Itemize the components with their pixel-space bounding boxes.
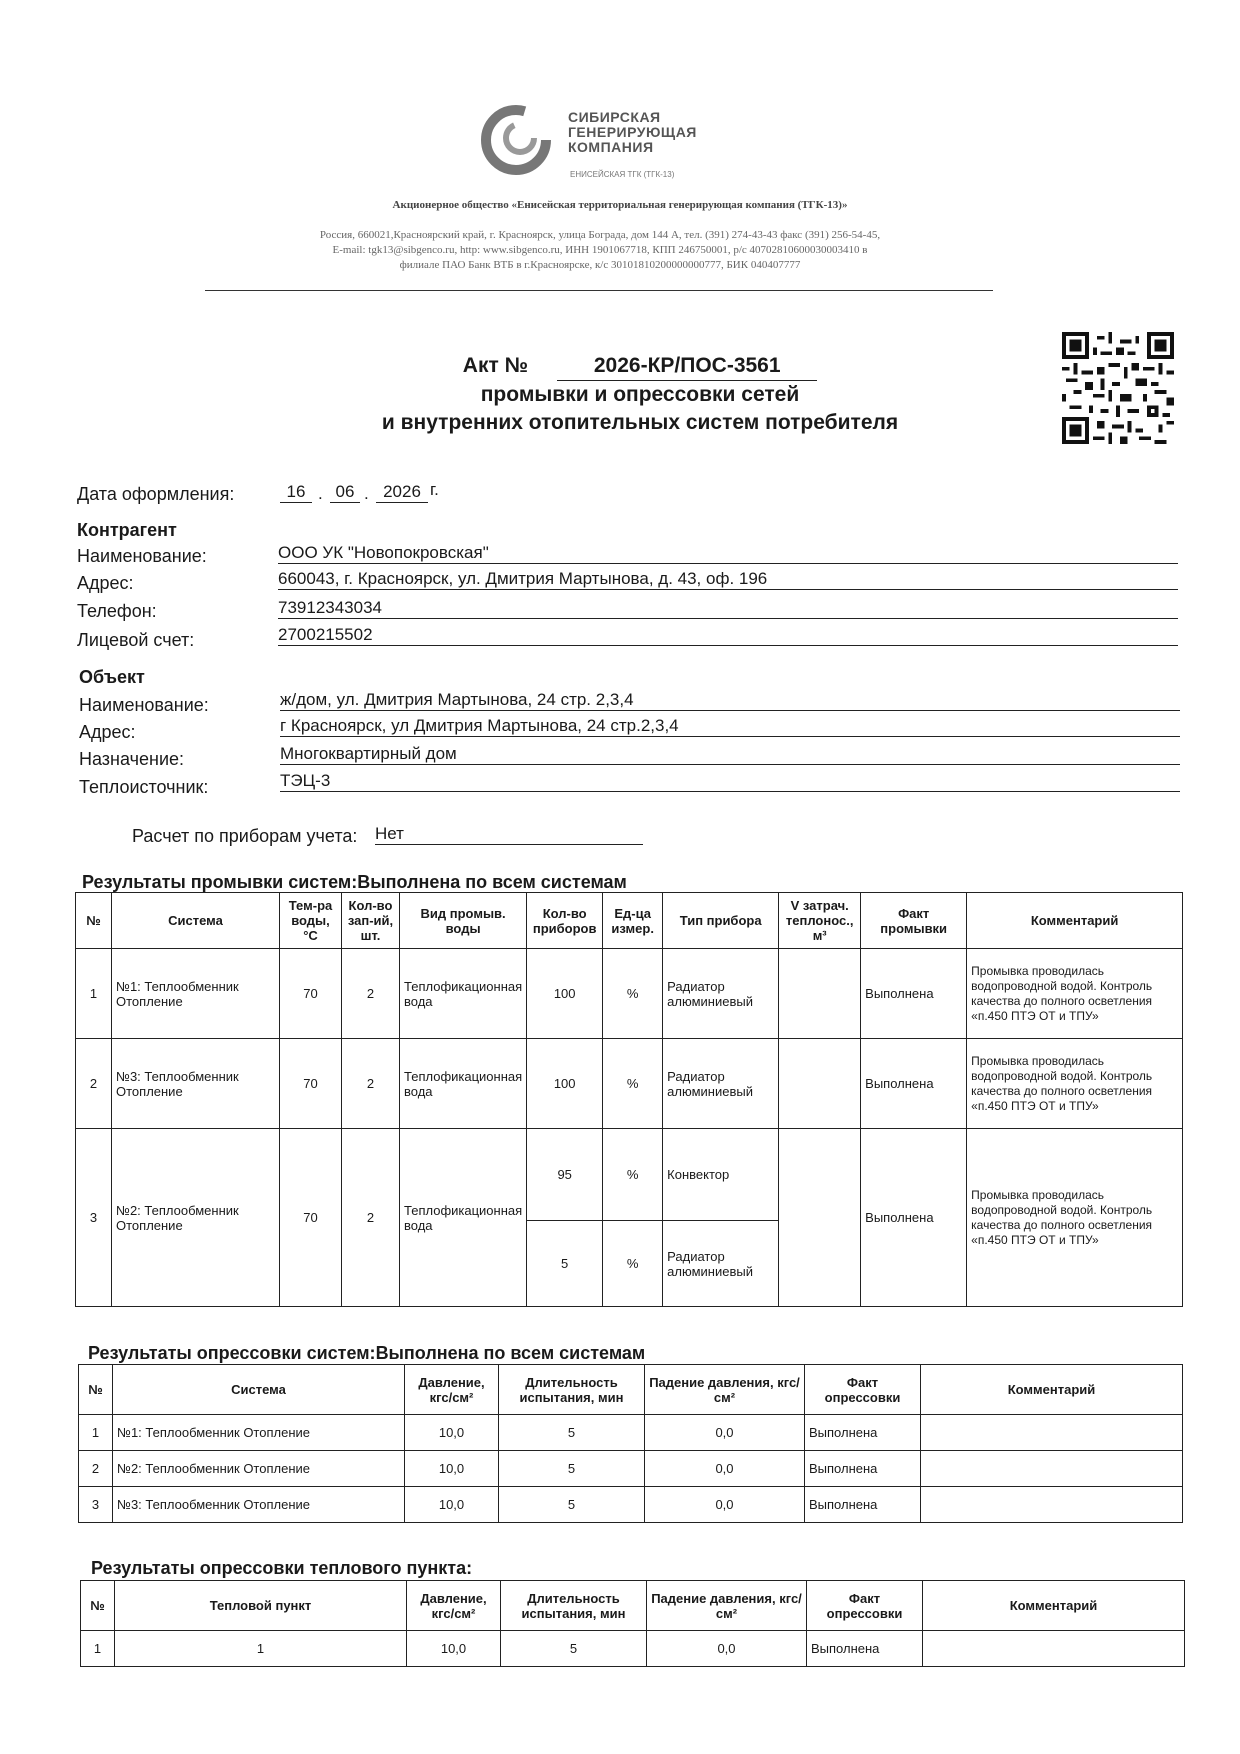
- flushing-heading: Результаты промывки систем:Выполнена по всем системам: [82, 872, 627, 892]
- date-sep-1: .: [318, 484, 323, 503]
- object-purpose: Многоквартирный дом: [280, 744, 1180, 765]
- row-number: 1: [79, 1415, 113, 1451]
- row-number: 3: [79, 1487, 113, 1523]
- contractor-name-label: Наименование:: [77, 546, 207, 566]
- water-cell: Теплофикационная вода: [400, 1129, 527, 1307]
- system-cell: №3: Теплообменник Отопление: [112, 1039, 280, 1129]
- company-logo: [480, 96, 740, 186]
- row-number: 3: [76, 1129, 112, 1307]
- act-label: Акт №: [462, 354, 529, 377]
- fact-cell: Выполнена: [861, 1129, 967, 1307]
- col-header: Система: [113, 1365, 405, 1415]
- row-number: 2: [79, 1451, 113, 1487]
- contractor-heading: Контрагент: [77, 520, 177, 540]
- heat-point-table: [80, 1580, 1185, 1667]
- fact-cell: Выполнена: [861, 949, 967, 1039]
- date-suffix: г.: [430, 480, 439, 499]
- pressure-cell: 10,0: [405, 1451, 499, 1487]
- fact-cell: Выполнена: [805, 1415, 921, 1451]
- date-month: 06: [330, 482, 360, 503]
- table-row: [76, 1129, 1183, 1221]
- pressure-cell: 10,0: [405, 1415, 499, 1451]
- col-header: Факт опрессовки: [807, 1581, 923, 1631]
- contractor-phone-label: Телефон:: [77, 601, 157, 621]
- volume-cell: [779, 1129, 861, 1307]
- unit-cell: %: [603, 1039, 663, 1129]
- valves-cell: 2: [342, 1129, 400, 1307]
- device-type-cell: Радиатор алюминиевый: [663, 1039, 779, 1129]
- title-line-3: и внутренних отопительных систем потребителя: [381, 411, 899, 434]
- fact-cell: Выполнена: [805, 1451, 921, 1487]
- col-header: №: [76, 893, 112, 949]
- col-header: Тепловой пункт: [115, 1581, 407, 1631]
- comment-cell: Промывка проводилась водопроводной водой. Контроль качества до полного осветления «п.450 ПТЭ ОТ и ТПУ»: [967, 1039, 1183, 1129]
- water-cell: Теплофикационная вода: [400, 1039, 527, 1129]
- object-source-label: Теплоисточник:: [79, 777, 209, 797]
- col-header: №: [79, 1365, 113, 1415]
- col-header: Тип прибора: [663, 893, 779, 949]
- temp-cell: 70: [280, 1039, 342, 1129]
- device-type-cell: Радиатор алюминиевый: [663, 1221, 779, 1307]
- col-header: Падение давления, кгс/см²: [645, 1365, 805, 1415]
- document-title: [300, 352, 980, 437]
- comment-cell: [923, 1631, 1185, 1667]
- company-requisites: Россия, 660021,Красноярский край, г. Красноярск, улица Бограда, дом 144 А, тел. (391) 274-43-43 факс (391) 256-54-45, E-mail: tgk13@sibgenco.ru, http: www.sibgenco.ru, ИНН 1901067718, КПП 246750001, р/с 40702810600030003410 в филиале ПАО Банк ВТБ в г.Красноярске, к/с 30101810200000000777, БИК 040407777: [319, 229, 881, 271]
- col-header: Давление, кгс/см²: [405, 1365, 499, 1415]
- temp-cell: 70: [280, 949, 342, 1039]
- devices-count-cell: 100: [527, 949, 603, 1039]
- object-address: г Красноярск, ул Дмитрия Мартынова, 24 стр.2,3,4: [280, 716, 1180, 737]
- header-divider: [205, 290, 993, 291]
- system-cell: №1: Теплообменник Отопление: [113, 1415, 405, 1451]
- device-type-cell: Радиатор алюминиевый: [663, 949, 779, 1039]
- heat-point-cell: 1: [115, 1631, 407, 1667]
- table-row: [79, 1487, 1183, 1523]
- devices-count-cell: 100: [527, 1039, 603, 1129]
- system-cell: №2: Теплообменник Отопление: [112, 1129, 280, 1307]
- devices-count-cell: 95: [527, 1129, 603, 1221]
- object-purpose-label: Назначение:: [79, 749, 185, 769]
- object-source: ТЭЦ-3: [280, 771, 1180, 792]
- drop-cell: 0,0: [647, 1631, 807, 1667]
- logo-text: СИБИРСКАЯ ГЕНЕРИРУЮЩАЯ КОМПАНИЯ: [568, 109, 697, 155]
- object-heading: Объект: [79, 667, 145, 687]
- logo-subtitle: ЕНИСЕЙСКАЯ ТГК (ТГК-13): [570, 170, 675, 179]
- col-header: Ед-ца измер.: [603, 893, 663, 949]
- col-header: V затрач. теплонос., м³: [779, 893, 861, 949]
- valves-cell: 2: [342, 1039, 400, 1129]
- pressure-cell: 10,0: [407, 1631, 501, 1667]
- system-cell: №3: Теплообменник Отопление: [113, 1487, 405, 1523]
- col-header: Комментарий: [921, 1365, 1183, 1415]
- fact-cell: Выполнена: [805, 1487, 921, 1523]
- heat-point-header-row: [81, 1581, 1185, 1631]
- table-row: [76, 1039, 1183, 1129]
- col-header: Факт опрессовки: [805, 1365, 921, 1415]
- duration-cell: 5: [501, 1631, 647, 1667]
- unit-cell: %: [603, 1221, 663, 1307]
- comment-cell: [921, 1487, 1183, 1523]
- col-header: Система: [112, 893, 280, 949]
- table-row: [76, 949, 1183, 1039]
- contractor-name: ООО УК "Новопокровская": [278, 543, 1178, 564]
- col-header: Тем-ра воды, °С: [280, 893, 342, 949]
- device-type-cell: Конвектор: [663, 1129, 779, 1221]
- col-header: Комментарий: [967, 893, 1183, 949]
- pressure-header-row: [79, 1365, 1183, 1415]
- fact-cell: Выполнена: [861, 1039, 967, 1129]
- unit-cell: %: [603, 949, 663, 1039]
- qr-code-icon: [1062, 332, 1174, 444]
- logo-swirl-icon: [480, 104, 552, 176]
- col-header: Падение давления, кгс/см²: [647, 1581, 807, 1631]
- fact-cell: Выполнена: [807, 1631, 923, 1667]
- object-address-label: Адрес:: [79, 722, 136, 742]
- metering-value: Нет: [375, 824, 643, 845]
- contractor-phone: 73912343034: [278, 598, 1178, 619]
- contractor-account: 2700215502: [278, 625, 1178, 646]
- contractor-address: 660043, г. Красноярск, ул. Дмитрия Мартынова, д. 43, оф. 196: [278, 569, 1178, 590]
- pressure-table: [78, 1364, 1183, 1523]
- flushing-header-row: [76, 893, 1183, 949]
- company-name: Акционерное общество «Енисейская территориальная генерирующая компания (ТГК-13)»: [392, 199, 848, 211]
- drop-cell: 0,0: [645, 1415, 805, 1451]
- volume-cell: [779, 949, 861, 1039]
- row-number: 2: [76, 1039, 112, 1129]
- metering-label: Расчет по приборам учета:: [132, 826, 358, 846]
- drop-cell: 0,0: [645, 1487, 805, 1523]
- col-header: Вид промыв. воды: [400, 893, 527, 949]
- col-header: Кол-во зап-ий, шт.: [342, 893, 400, 949]
- table-row: [79, 1415, 1183, 1451]
- system-cell: №1: Теплообменник Отопление: [112, 949, 280, 1039]
- col-header: Длительность испытания, мин: [499, 1365, 645, 1415]
- col-header: Кол-во приборов: [527, 893, 603, 949]
- contractor-address-label: Адрес:: [77, 573, 134, 593]
- date-label: Дата оформления:: [77, 484, 235, 504]
- duration-cell: 5: [499, 1415, 645, 1451]
- row-number: 1: [81, 1631, 115, 1667]
- table-row: [81, 1631, 1185, 1667]
- col-header: Длительность испытания, мин: [501, 1581, 647, 1631]
- object-name: ж/дом, ул. Дмитрия Мартынова, 24 стр. 2,3,4: [280, 690, 1180, 711]
- duration-cell: 5: [499, 1487, 645, 1523]
- title-line-2: промывки и опрессовки сетей: [480, 383, 800, 406]
- table-row: [79, 1451, 1183, 1487]
- volume-cell: [779, 1039, 861, 1129]
- devices-count-cell: 5: [527, 1221, 603, 1307]
- comment-cell: [921, 1415, 1183, 1451]
- col-header: Давление, кгс/см²: [407, 1581, 501, 1631]
- valves-cell: 2: [342, 949, 400, 1039]
- system-cell: №2: Теплообменник Отопление: [113, 1451, 405, 1487]
- comment-cell: [921, 1451, 1183, 1487]
- flushing-table: [75, 892, 1183, 1307]
- col-header: Факт промывки: [861, 893, 967, 949]
- unit-cell: %: [603, 1129, 663, 1221]
- date-year: 2026: [376, 482, 428, 503]
- contractor-account-label: Лицевой счет:: [77, 630, 195, 650]
- act-number: 2026-КР/ПОС-3561: [557, 352, 817, 381]
- date-sep-2: .: [364, 484, 369, 503]
- comment-cell: Промывка проводилась водопроводной водой. Контроль качества до полного осветления «п.450 ПТЭ ОТ и ТПУ»: [967, 949, 1183, 1039]
- drop-cell: 0,0: [645, 1451, 805, 1487]
- row-number: 1: [76, 949, 112, 1039]
- col-header: №: [81, 1581, 115, 1631]
- temp-cell: 70: [280, 1129, 342, 1307]
- date-day: 16: [280, 482, 312, 503]
- water-cell: Теплофикационная вода: [400, 949, 527, 1039]
- object-name-label: Наименование:: [79, 695, 209, 715]
- pressure-heading: Результаты опрессовки систем:Выполнена по всем системам: [88, 1343, 646, 1363]
- heat-point-heading: Результаты опрессовки теплового пункта:: [91, 1558, 473, 1578]
- duration-cell: 5: [499, 1451, 645, 1487]
- comment-cell: Промывка проводилась водопроводной водой. Контроль качества до полного осветления «п.450 ПТЭ ОТ и ТПУ»: [967, 1129, 1183, 1307]
- pressure-cell: 10,0: [405, 1487, 499, 1523]
- col-header: Комментарий: [923, 1581, 1185, 1631]
